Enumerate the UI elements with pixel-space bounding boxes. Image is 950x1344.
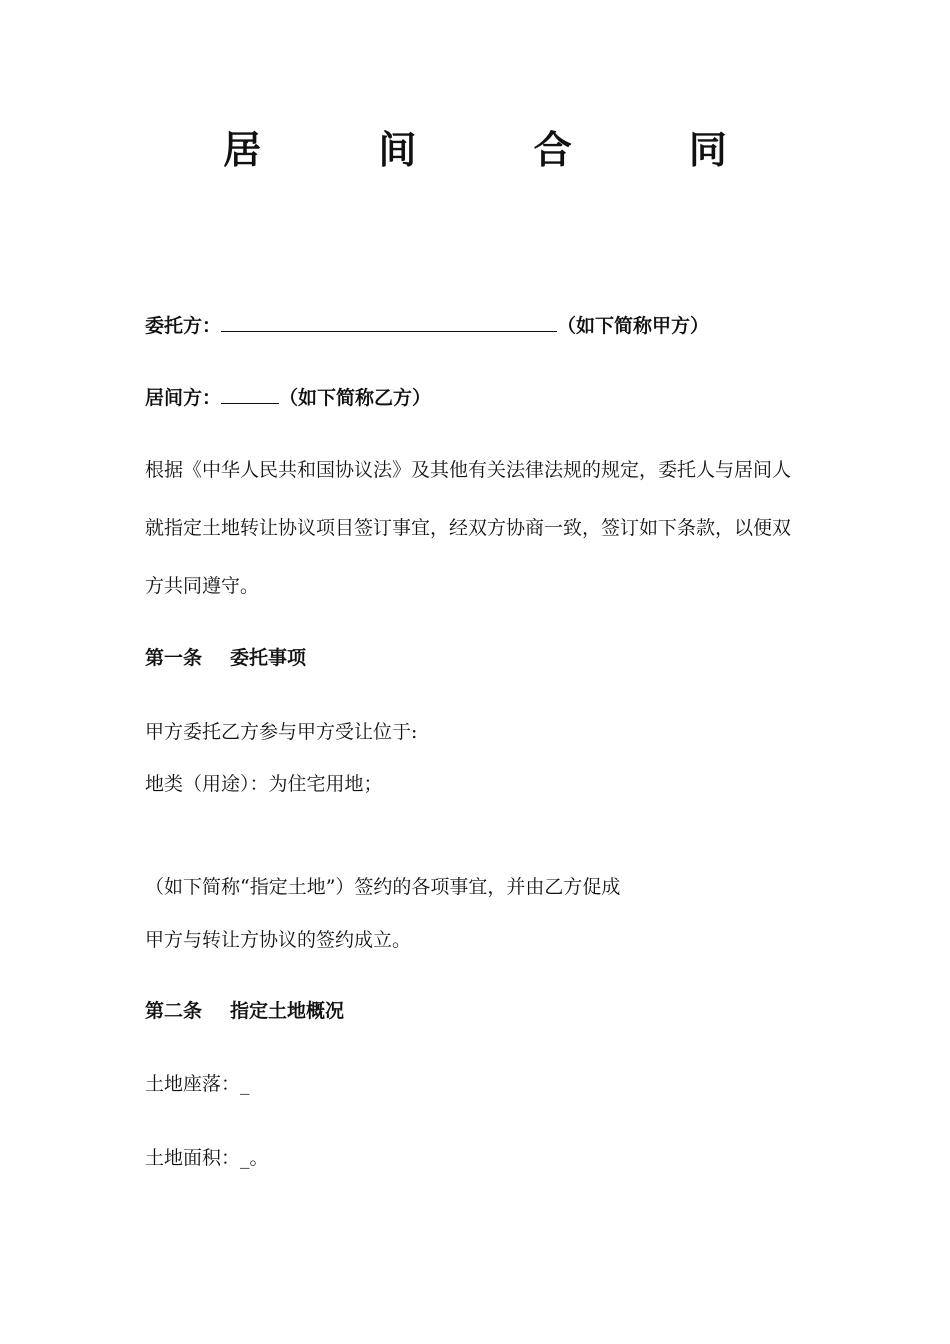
article-2-heading xyxy=(145,997,344,1025)
land-area-line: 土地面积：_。 xyxy=(145,1147,269,1169)
document-title: 居 间 合 同 xyxy=(223,128,779,172)
article-1-number: 第一条 xyxy=(145,647,203,669)
client-name-blank xyxy=(221,313,557,332)
land-location-line: 土地座落：_ xyxy=(145,1073,250,1095)
article-1-heading xyxy=(145,644,306,672)
intermediary-line xyxy=(145,384,431,412)
preamble-line-1: 根据《中华人民共和国协议法》及其他有关法律法规的规定，委托人与居间人 xyxy=(145,459,792,481)
article-1-line-2: 地类（用途）：为住宅用地； xyxy=(145,773,383,795)
article-1-line-4: 甲方与转让方协议的签约成立。 xyxy=(145,929,412,951)
intermediary-suffix: （如下简称乙方） xyxy=(279,387,432,409)
client-line xyxy=(145,312,709,340)
article-1-line-1: 甲方委托乙方参与甲方受让位于: xyxy=(145,721,418,743)
article-2-title: 指定土地概况 xyxy=(230,1000,345,1022)
intermediary-label: 居间方： xyxy=(145,387,222,409)
preamble-line-2: 就指定土地转让协议项目签订事宜，经双方协商一致，签订如下条款，以便双 xyxy=(145,517,792,539)
client-suffix: （如下简称甲方） xyxy=(557,315,710,337)
intermediary-name-blank xyxy=(221,385,279,404)
preamble-line-3: 方共同遵守。 xyxy=(145,575,260,597)
client-label: 委托方： xyxy=(145,315,222,337)
article-2-number: 第二条 xyxy=(145,1000,203,1022)
article-1-title: 委托事项 xyxy=(230,647,307,669)
article-1-line-3: （如下简称“指定土地”）签约的各项事宜，并由乙方促成 xyxy=(145,876,621,898)
